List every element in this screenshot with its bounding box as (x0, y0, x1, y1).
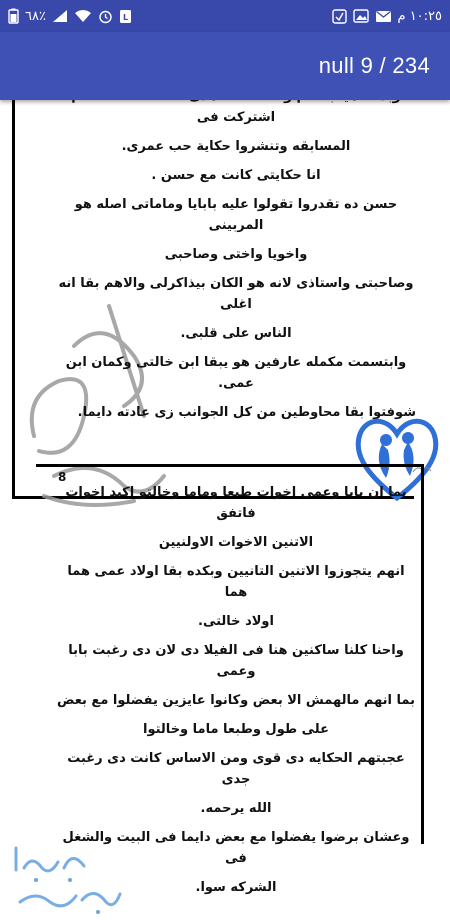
svg-text:L: L (122, 12, 129, 22)
text-line: على طول وطبعا ماما وخالتوا (143, 722, 329, 737)
text-line: انهم يتجوزوا الاتنين التانيين وبكده بقا اولاد عمى هما هما (67, 564, 405, 600)
text-line: شوفتوا بقا محاوطين من كل الجوانب زى عادته دايما. (77, 405, 416, 420)
text-line: واحنا كلنا ساكنين هنا فى الفيلا دى لان دى رغبت بابا وعمى (68, 643, 404, 679)
page-9-text (56, 482, 416, 906)
battery-icon (8, 8, 19, 24)
page-frame-top (36, 464, 424, 467)
text-line: الناس على قلبى. (180, 326, 292, 341)
text-line: المسابقه وتنشروا حكاية حب عمرى. (121, 139, 351, 154)
text-line: الله يرحمه. (200, 801, 272, 816)
pdf-page-9 (0, 430, 450, 895)
wifi-icon (74, 9, 92, 23)
text-line: وعشان برضوا يفضلوا مع بعض دايما فى البيت والشغل فى (62, 830, 410, 866)
sim-icon (119, 9, 132, 24)
text-line: وصاحبتى واستاذى لانه هو الكان بيذاكرلى والاهم بقا انه اغلى (58, 276, 414, 312)
text-line: حسن ده تقدروا تقولوا عليه بابايا وماماتى اصله هو المربينى (74, 197, 398, 233)
email-icon (375, 10, 392, 23)
battery-percent: ٦٨٪ (25, 8, 46, 24)
alarm-icon (98, 9, 113, 24)
page-8-text (56, 86, 416, 431)
text-line: الشركه سوا. (195, 880, 277, 895)
image-icon (353, 9, 369, 23)
page-frame-right (421, 464, 424, 844)
notification-icon (332, 9, 347, 24)
status-right-group (332, 9, 443, 24)
text-line: اشتركت فى (196, 110, 276, 125)
pdf-viewer[interactable] (0, 100, 450, 895)
text-line: عجبتهم الحكايه دى قوى ومن الاساس كانت دى رغبت جدى (67, 751, 405, 787)
app-bar (0, 32, 450, 100)
text-line: بما ان بابا وعمى اخوات طبعا وماما وخالتو اكيد اخوات فاتفق (65, 485, 407, 521)
status-left-group (8, 8, 132, 24)
status-bar (0, 0, 450, 32)
signal-icon (52, 9, 68, 23)
page-number: 8 (58, 470, 67, 484)
text-line: بما انهم مالهمش الا بعض وكانوا عايزين يفضلوا مع بعض (56, 693, 416, 708)
text-line: واخويا واختى وصاحبى (164, 247, 308, 262)
page-indicator-title: null 9 / 234 (318, 53, 430, 78)
text-line: انا حكايتى كانت مع حسن . (151, 168, 321, 183)
clock: ١٠:٢٥ م (397, 8, 442, 24)
text-line: الاتنين الاخوات الاولنيين (158, 535, 314, 550)
text-line: اولاد خالتى. (198, 614, 274, 629)
text-line: وابتسمت مكمله عارفين هو يبقا ابن خالتى وكمان ابن عمى. (65, 355, 407, 391)
